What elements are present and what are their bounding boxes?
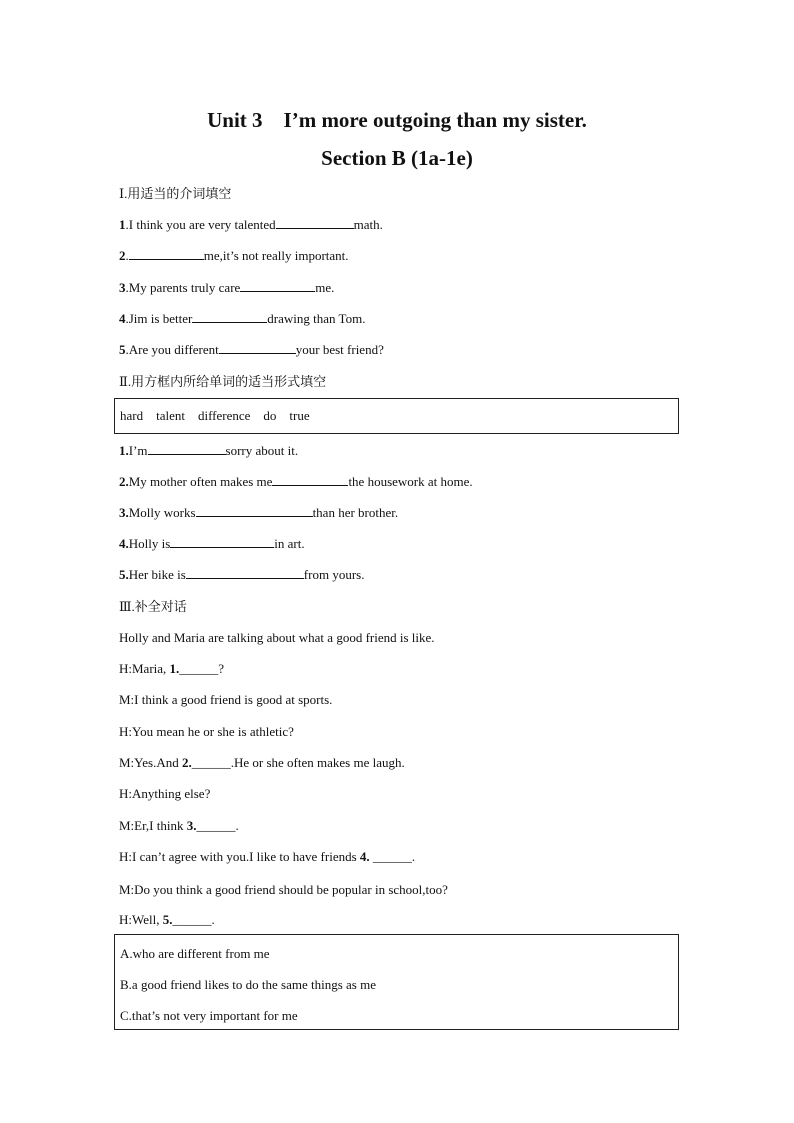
answer-blank[interactable]: [196, 505, 313, 517]
dialogue-line-9: H:Well, 5.______.: [119, 912, 215, 927]
part2-heading: Ⅱ.用方框内所给单词的适当形式填空: [119, 374, 327, 389]
options-box: [114, 934, 679, 1030]
part1-item-1: 1.I think you are very talented math.: [119, 217, 383, 232]
dialogue-line-2: M:I think a good friend is good at sports.: [119, 692, 333, 707]
page-title: Unit 3 I’m more outgoing than my sister.: [207, 108, 587, 132]
answer-blank[interactable]: [276, 217, 354, 229]
answer-blank[interactable]: [148, 443, 226, 455]
dialogue-line-7: H:I can’t agree with you.I like to have friends 4. ______.: [119, 849, 416, 864]
word-box-words: hard talent difference do true: [120, 408, 310, 423]
dialogue-line-3: H:You mean he or she is athletic?: [119, 724, 294, 739]
part1-item-3: 3.My parents truly care me.: [119, 280, 335, 295]
word-box: [114, 398, 679, 434]
answer-blank[interactable]: [240, 280, 315, 292]
part2-item-4: 4.Holly is in art.: [119, 536, 305, 551]
part1-heading: Ⅰ.用适当的介词填空: [119, 186, 232, 201]
answer-blank[interactable]: [186, 567, 304, 579]
part1-item-5: 5.Are you different your best friend?: [119, 342, 384, 357]
part2-item-2: 2.My mother often makes me the housework at home.: [119, 474, 473, 489]
section-subtitle: Section B (1a-1e): [321, 146, 473, 170]
answer-blank[interactable]: [219, 342, 296, 354]
answer-blank[interactable]: [129, 248, 204, 260]
dialogue-line-5: H:Anything else?: [119, 786, 211, 801]
part3-heading: Ⅲ.补全对话: [119, 599, 187, 614]
dialogue-line-8: M:Do you think a good friend should be popular in school,too?: [119, 882, 448, 897]
option-b: B.a good friend likes to do the same things as me: [120, 977, 376, 992]
dialogue-line-4: M:Yes.And 2.______.He or she often makes me laugh.: [119, 755, 405, 770]
part2-item-1: 1.I’m sorry about it.: [119, 443, 299, 458]
part2-item-5: 5.Her bike is from yours.: [119, 567, 365, 582]
part1-item-2: 2. me,it’s not really important.: [119, 248, 349, 263]
dialogue-line-1: H:Maria, 1.______?: [119, 661, 225, 676]
answer-blank[interactable]: [170, 536, 274, 548]
part1-item-4: 4.Jim is better drawing than Tom.: [119, 311, 366, 326]
option-a: A.who are different from me: [120, 946, 270, 961]
option-c: C.that’s not very important for me: [120, 1008, 298, 1023]
dialogue-line-6: M:Er,I think 3.______.: [119, 818, 239, 833]
answer-blank[interactable]: [272, 474, 348, 486]
answer-blank[interactable]: [192, 311, 267, 323]
part2-item-3: 3.Molly works than her brother.: [119, 505, 399, 520]
part3-intro: Holly and Maria are talking about what a good friend is like.: [119, 630, 435, 645]
